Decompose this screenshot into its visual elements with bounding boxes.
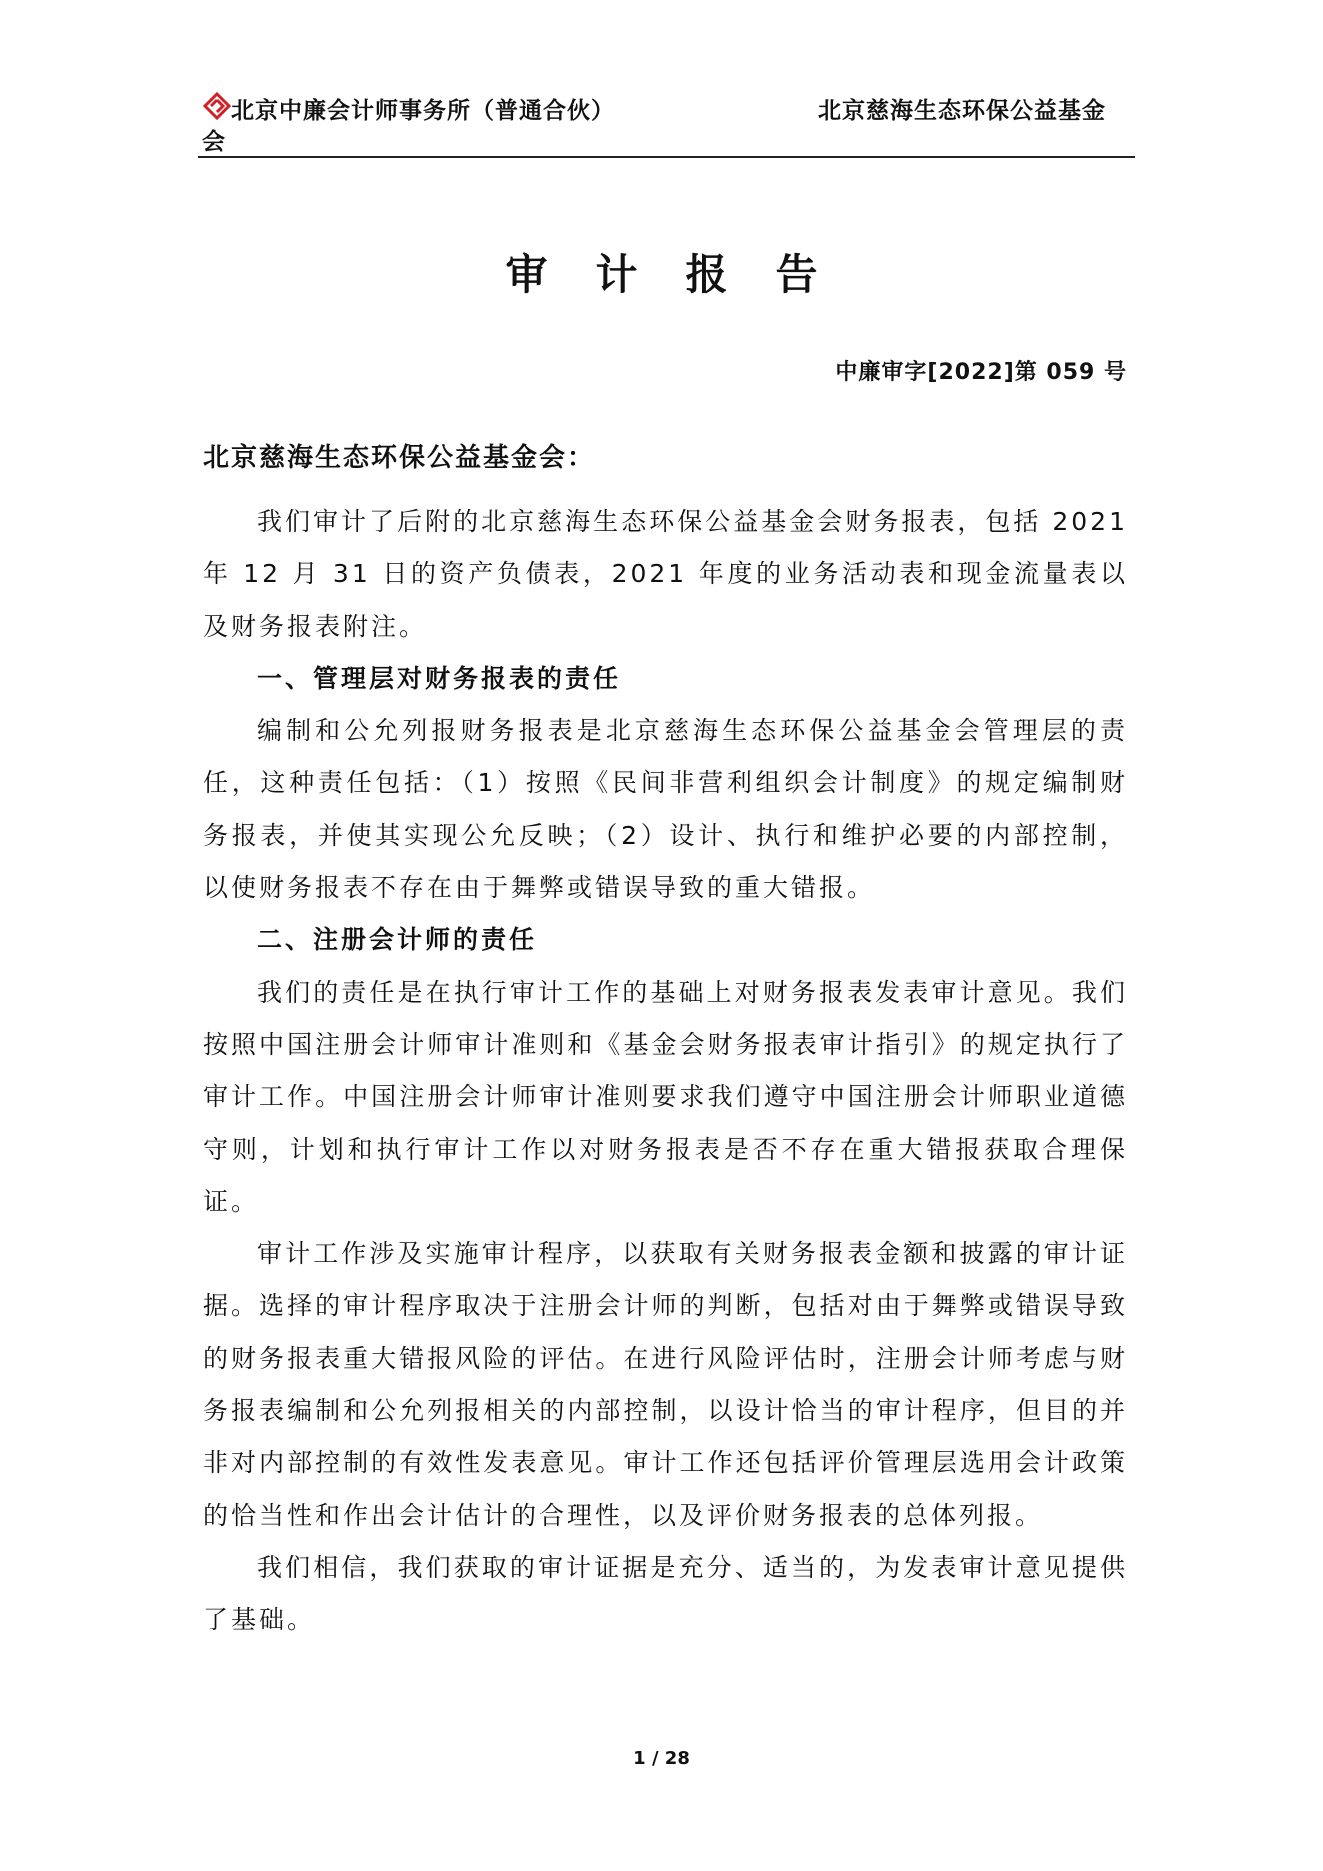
firm-name: 北京中廉会计师事务所（普通合伙） [231, 98, 615, 124]
client-name-header: 北京慈海生态环保公益基金 [818, 98, 1106, 124]
section-heading-management: 一、管理层对财务报表的责任 [257, 663, 622, 693]
firm-name-wrap: 会 [202, 129, 225, 155]
auditor-responsibility-paragraph: 我们的责任是在执行审计工作的基础上对财务报表发表审计意见。我们按照中国注册会计师审计准则和《基金会财务报表审计指引》的规定执行了审计工作。中国注册会计师审计准则要求我们遵守中国注册会计师职业道德守则，计划和执行审计工作以对财务报表是否不存在重大错报获取合理保证。 [203, 977, 1128, 1216]
reference-number: 中廉审字[2022]第 059 号 [835, 360, 1127, 385]
audit-procedures-paragraph: 审计工作涉及实施审计程序，以获取有关财务报表金额和披露的审计证据。选择的审计程序取决于注册会计师的判断，包括对由于舞弊或错误导致的财务报表重大错报风险的评估。在进行风险评估时，注册会计师考虑与财务报表编制和公允列报相关的内部控制，以设计恰当的审计程序，但目的并非对内部控制的有效性发表意见。审计工作还包括评价管理层选用会计政策的恰当性和作出会计估计的合理性，以及评价财务报表的总体列报。 [203, 1239, 1128, 1530]
page-header [200, 92, 1135, 156]
header-divider [198, 156, 1135, 158]
addressee: 北京慈海生态环保公益基金会： [203, 443, 596, 473]
report-body [203, 496, 1128, 1647]
management-responsibility-paragraph: 编制和公允列报财务报表是北京慈海生态环保公益基金会管理层的责任，这种责任包括：（1）按照《民间非营利组织会计制度》的规定编制财务报表，并使其实现公允反映；（2）设计、执行和维护必要的内部控制，以使财务报表不存在由于舞弊或错误导致的重大错报。 [203, 716, 1128, 903]
page-title: 审计报告 [505, 250, 866, 299]
section-heading-auditor: 二、注册会计师的责任 [257, 925, 538, 955]
page-number: 1 / 28 [633, 1748, 690, 1769]
firm-logo-icon [203, 92, 231, 120]
audit-evidence-paragraph: 我们相信，我们获取的审计证据是充分、适当的，为发表审计意见提供了基础。 [203, 1552, 1128, 1635]
intro-paragraph: 我们审计了后附的北京慈海生态环保公益基金会财务报表，包括 2021 年 12 月 31 日的资产负债表，2021 年度的业务活动表和现金流量表以及财务报表附注。 [203, 507, 1128, 641]
